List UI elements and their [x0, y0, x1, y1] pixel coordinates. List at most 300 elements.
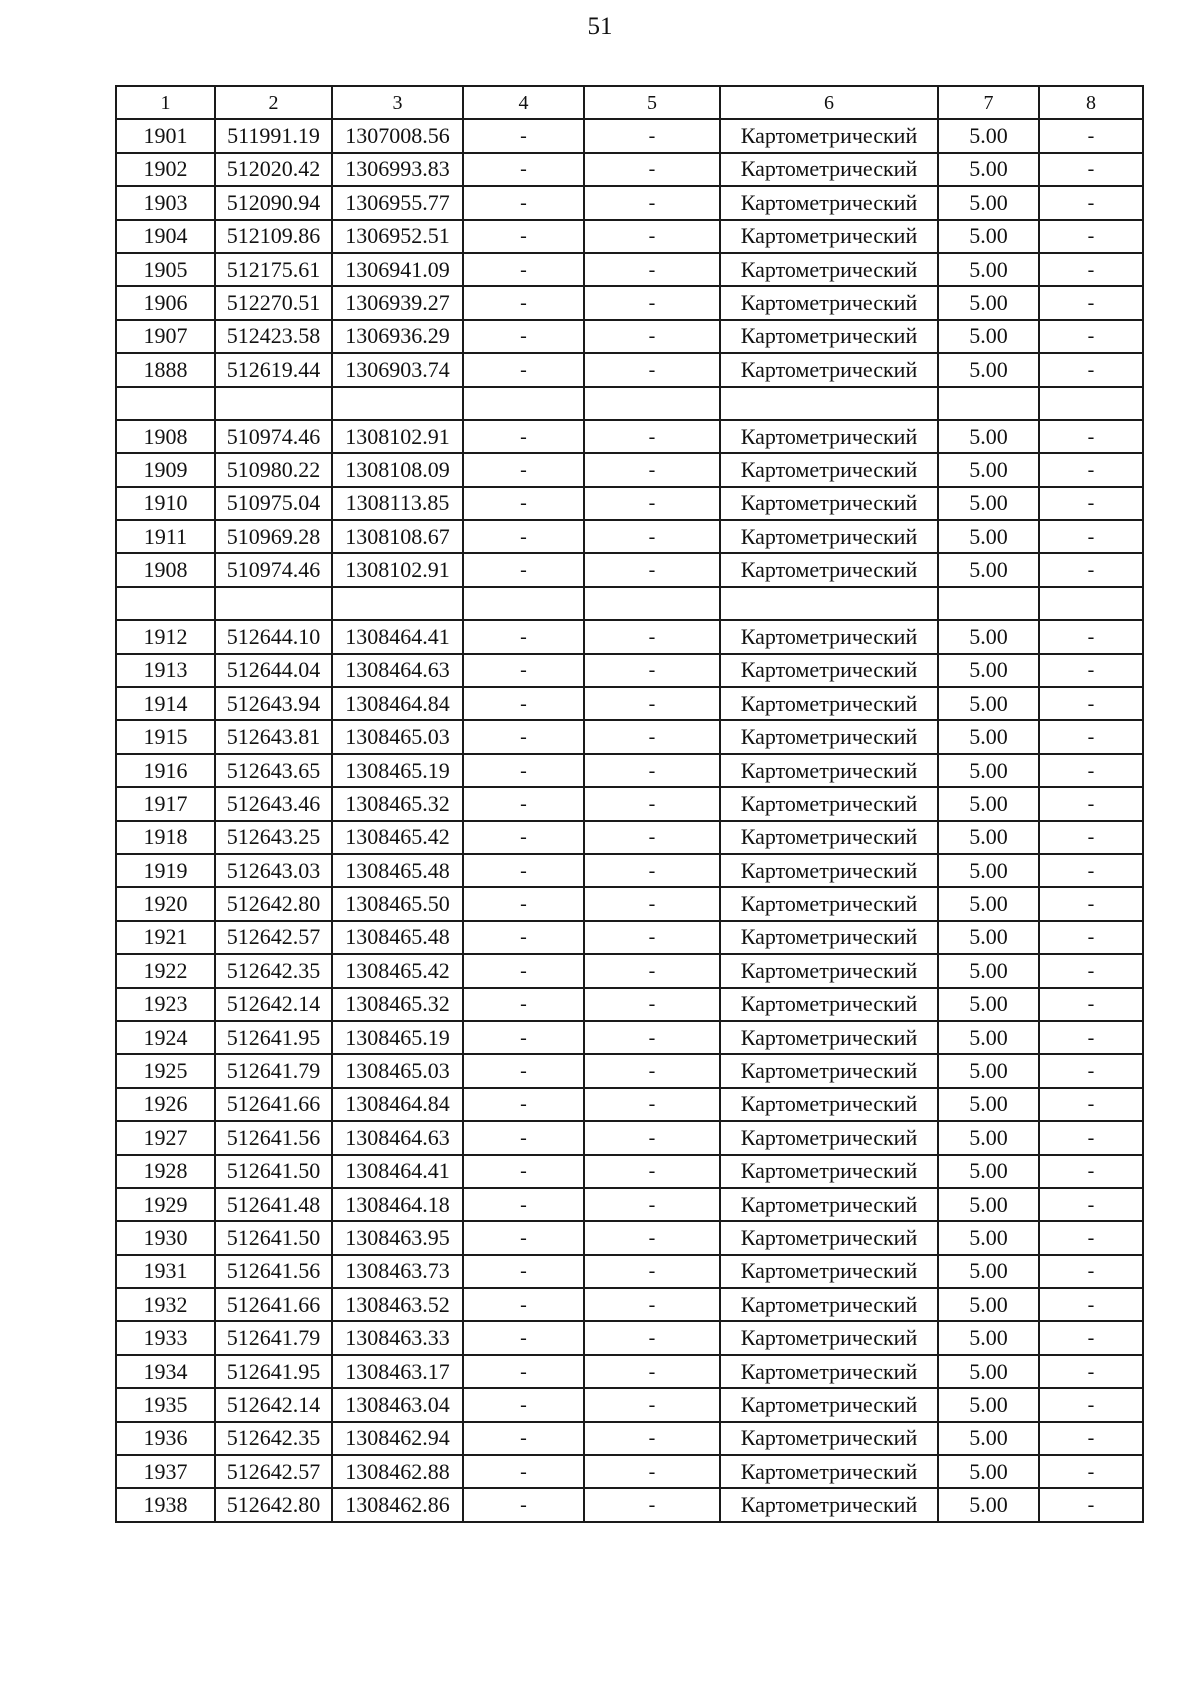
column-5-cell — [584, 587, 720, 620]
y-coordinate-cell — [332, 387, 463, 420]
column-header: 4 — [463, 86, 584, 119]
point-number-cell: 1931 — [116, 1255, 215, 1288]
y-coordinate-cell: 1308464.63 — [332, 1121, 463, 1154]
column-8-cell: - — [1039, 1054, 1143, 1087]
table-row — [116, 253, 1143, 286]
x-coordinate-cell: 510974.46 — [215, 420, 332, 453]
table-row — [116, 487, 1143, 520]
x-coordinate-cell: 510969.28 — [215, 520, 332, 553]
x-coordinate-cell: 512643.81 — [215, 720, 332, 753]
accuracy-cell: 5.00 — [938, 553, 1039, 586]
point-number-cell: 1933 — [116, 1321, 215, 1354]
y-coordinate-cell: 1308465.19 — [332, 754, 463, 787]
y-coordinate-cell: 1308102.91 — [332, 553, 463, 586]
x-coordinate-cell: 512641.79 — [215, 1054, 332, 1087]
y-coordinate-cell: 1308465.48 — [332, 921, 463, 954]
method-cell: Картометрический — [720, 1155, 938, 1188]
accuracy-cell: 5.00 — [938, 220, 1039, 253]
method-cell: Картометрический — [720, 420, 938, 453]
y-coordinate-cell: 1308108.67 — [332, 520, 463, 553]
column-4-cell: - — [463, 253, 584, 286]
column-8-cell: - — [1039, 1221, 1143, 1254]
column-5-cell — [584, 387, 720, 420]
method-cell — [720, 587, 938, 620]
table-row — [116, 420, 1143, 453]
accuracy-cell: 5.00 — [938, 320, 1039, 353]
table-row — [116, 821, 1143, 854]
point-number-cell: 1901 — [116, 119, 215, 152]
point-number-cell: 1930 — [116, 1221, 215, 1254]
column-4-cell: - — [463, 1188, 584, 1221]
accuracy-cell: 5.00 — [938, 887, 1039, 920]
method-cell: Картометрический — [720, 520, 938, 553]
column-4-cell — [463, 587, 584, 620]
x-coordinate-cell: 512643.94 — [215, 687, 332, 720]
column-5-cell: - — [584, 1288, 720, 1321]
method-cell: Картометрический — [720, 119, 938, 152]
point-number-cell: 1918 — [116, 821, 215, 854]
column-8-cell: - — [1039, 1255, 1143, 1288]
table-row — [116, 1221, 1143, 1254]
accuracy-cell: 5.00 — [938, 253, 1039, 286]
column-8-cell: - — [1039, 553, 1143, 586]
accuracy-cell: 5.00 — [938, 821, 1039, 854]
column-5-cell: - — [584, 253, 720, 286]
accuracy-cell: 5.00 — [938, 620, 1039, 653]
accuracy-cell: 5.00 — [938, 687, 1039, 720]
table-row — [116, 387, 1143, 420]
point-number-cell: 1906 — [116, 286, 215, 319]
point-number-cell: 1910 — [116, 487, 215, 520]
column-5-cell: - — [584, 1321, 720, 1354]
y-coordinate-cell: 1306993.83 — [332, 153, 463, 186]
table-row — [116, 1321, 1143, 1354]
table-row — [116, 1188, 1143, 1221]
column-5-cell: - — [584, 119, 720, 152]
table-row — [116, 654, 1143, 687]
x-coordinate-cell: 512641.48 — [215, 1188, 332, 1221]
x-coordinate-cell: 512642.80 — [215, 887, 332, 920]
column-5-cell: - — [584, 453, 720, 486]
y-coordinate-cell: 1308462.94 — [332, 1422, 463, 1455]
x-coordinate-cell: 511991.19 — [215, 119, 332, 152]
column-8-cell: - — [1039, 1121, 1143, 1154]
column-4-cell: - — [463, 854, 584, 887]
x-coordinate-cell: 512641.50 — [215, 1155, 332, 1188]
point-number-cell: 1909 — [116, 453, 215, 486]
column-4-cell: - — [463, 453, 584, 486]
table-row — [116, 520, 1143, 553]
y-coordinate-cell: 1308464.84 — [332, 687, 463, 720]
point-number-cell: 1929 — [116, 1188, 215, 1221]
accuracy-cell: 5.00 — [938, 954, 1039, 987]
column-8-cell: - — [1039, 420, 1143, 453]
method-cell: Картометрический — [720, 954, 938, 987]
point-number-cell: 1938 — [116, 1488, 215, 1521]
method-cell: Картометрический — [720, 1188, 938, 1221]
column-4-cell: - — [463, 1488, 584, 1521]
table-row — [116, 887, 1143, 920]
column-4-cell: - — [463, 1021, 584, 1054]
table-row — [116, 553, 1143, 586]
column-5-cell: - — [584, 1188, 720, 1221]
x-coordinate-cell: 512642.14 — [215, 988, 332, 1021]
column-8-cell: - — [1039, 220, 1143, 253]
column-5-cell: - — [584, 1221, 720, 1254]
y-coordinate-cell — [332, 587, 463, 620]
y-coordinate-cell: 1306936.29 — [332, 320, 463, 353]
accuracy-cell: 5.00 — [938, 487, 1039, 520]
column-4-cell: - — [463, 787, 584, 820]
column-5-cell: - — [584, 286, 720, 319]
point-number-cell: 1902 — [116, 153, 215, 186]
column-8-cell: - — [1039, 787, 1143, 820]
accuracy-cell: 5.00 — [938, 787, 1039, 820]
y-coordinate-cell: 1308463.95 — [332, 1221, 463, 1254]
column-8-cell: - — [1039, 921, 1143, 954]
y-coordinate-cell: 1306955.77 — [332, 186, 463, 219]
column-4-cell: - — [463, 1121, 584, 1154]
method-cell — [720, 387, 938, 420]
column-5-cell: - — [584, 186, 720, 219]
table-row — [116, 1054, 1143, 1087]
column-8-cell: - — [1039, 487, 1143, 520]
accuracy-cell — [938, 587, 1039, 620]
x-coordinate-cell: 510974.46 — [215, 553, 332, 586]
y-coordinate-cell: 1308465.32 — [332, 787, 463, 820]
column-4-cell: - — [463, 487, 584, 520]
column-4-cell: - — [463, 1155, 584, 1188]
y-coordinate-cell: 1308464.18 — [332, 1188, 463, 1221]
point-number-cell: 1919 — [116, 854, 215, 887]
method-cell: Картометрический — [720, 186, 938, 219]
column-5-cell: - — [584, 520, 720, 553]
x-coordinate-cell: 512642.80 — [215, 1488, 332, 1521]
column-8-cell: - — [1039, 954, 1143, 987]
point-number-cell: 1927 — [116, 1121, 215, 1154]
point-number-cell: 1923 — [116, 988, 215, 1021]
column-5-cell: - — [584, 687, 720, 720]
method-cell: Картометрический — [720, 1054, 938, 1087]
accuracy-cell: 5.00 — [938, 420, 1039, 453]
column-4-cell: - — [463, 754, 584, 787]
x-coordinate-cell: 512643.25 — [215, 821, 332, 854]
column-8-cell: - — [1039, 286, 1143, 319]
column-4-cell: - — [463, 1255, 584, 1288]
point-number-cell: 1935 — [116, 1388, 215, 1421]
column-5-cell: - — [584, 620, 720, 653]
x-coordinate-cell: 510975.04 — [215, 487, 332, 520]
column-5-cell: - — [584, 1054, 720, 1087]
table-row — [116, 286, 1143, 319]
accuracy-cell: 5.00 — [938, 1422, 1039, 1455]
column-4-cell: - — [463, 1455, 584, 1488]
y-coordinate-cell: 1308464.84 — [332, 1088, 463, 1121]
table-row — [116, 1021, 1143, 1054]
y-coordinate-cell: 1308465.42 — [332, 821, 463, 854]
point-number-cell: 1922 — [116, 954, 215, 987]
table-row — [116, 1422, 1143, 1455]
column-8-cell: - — [1039, 1488, 1143, 1521]
column-8-cell: - — [1039, 854, 1143, 887]
method-cell: Картометрический — [720, 754, 938, 787]
point-number-cell: 1912 — [116, 620, 215, 653]
method-cell: Картометрический — [720, 787, 938, 820]
point-number-cell: 1911 — [116, 520, 215, 553]
column-8-cell: - — [1039, 1388, 1143, 1421]
y-coordinate-cell: 1308464.41 — [332, 620, 463, 653]
column-header: 8 — [1039, 86, 1143, 119]
column-8-cell: - — [1039, 353, 1143, 386]
table-row — [116, 1388, 1143, 1421]
point-number-cell: 1913 — [116, 654, 215, 687]
accuracy-cell: 5.00 — [938, 1221, 1039, 1254]
accuracy-cell: 5.00 — [938, 988, 1039, 1021]
column-4-cell: - — [463, 887, 584, 920]
x-coordinate-cell: 512642.14 — [215, 1388, 332, 1421]
accuracy-cell: 5.00 — [938, 1088, 1039, 1121]
column-5-cell: - — [584, 1088, 720, 1121]
table-row — [116, 587, 1143, 620]
accuracy-cell: 5.00 — [938, 1388, 1039, 1421]
column-5-cell: - — [584, 1255, 720, 1288]
column-4-cell: - — [463, 420, 584, 453]
y-coordinate-cell: 1308465.50 — [332, 887, 463, 920]
y-coordinate-cell: 1308463.73 — [332, 1255, 463, 1288]
accuracy-cell: 5.00 — [938, 286, 1039, 319]
method-cell: Картометрический — [720, 1088, 938, 1121]
column-4-cell: - — [463, 1221, 584, 1254]
y-coordinate-cell: 1307008.56 — [332, 119, 463, 152]
table-row — [116, 1088, 1143, 1121]
table-row — [116, 921, 1143, 954]
column-8-cell: - — [1039, 320, 1143, 353]
column-4-cell: - — [463, 119, 584, 152]
accuracy-cell: 5.00 — [938, 119, 1039, 152]
method-cell: Картометрический — [720, 453, 938, 486]
point-number-cell: 1905 — [116, 253, 215, 286]
method-cell: Картометрический — [720, 1221, 938, 1254]
point-number-cell: 1914 — [116, 687, 215, 720]
method-cell: Картометрический — [720, 887, 938, 920]
x-coordinate-cell: 512641.79 — [215, 1321, 332, 1354]
column-4-cell: - — [463, 620, 584, 653]
y-coordinate-cell: 1308463.33 — [332, 1321, 463, 1354]
method-cell: Картометрический — [720, 654, 938, 687]
table-row — [116, 1155, 1143, 1188]
column-5-cell: - — [584, 654, 720, 687]
column-8-cell: - — [1039, 119, 1143, 152]
method-cell: Картометрический — [720, 320, 938, 353]
table-row — [116, 620, 1143, 653]
column-5-cell: - — [584, 553, 720, 586]
method-cell: Картометрический — [720, 1021, 938, 1054]
y-coordinate-cell: 1308463.17 — [332, 1355, 463, 1388]
method-cell: Картометрический — [720, 353, 938, 386]
accuracy-cell: 5.00 — [938, 520, 1039, 553]
column-header: 1 — [116, 86, 215, 119]
method-cell: Картометрический — [720, 153, 938, 186]
column-8-cell: - — [1039, 821, 1143, 854]
column-8-cell: - — [1039, 1021, 1143, 1054]
point-number-cell: 1917 — [116, 787, 215, 820]
column-8-cell: - — [1039, 453, 1143, 486]
point-number-cell — [116, 387, 215, 420]
column-8-cell: - — [1039, 1088, 1143, 1121]
y-coordinate-cell: 1308464.63 — [332, 654, 463, 687]
column-8-cell: - — [1039, 654, 1143, 687]
table-row — [116, 787, 1143, 820]
x-coordinate-cell: 512270.51 — [215, 286, 332, 319]
column-8-cell: - — [1039, 887, 1143, 920]
column-8-cell: - — [1039, 1188, 1143, 1221]
column-4-cell — [463, 387, 584, 420]
table-row — [116, 453, 1143, 486]
column-8-cell: - — [1039, 754, 1143, 787]
x-coordinate-cell: 512642.57 — [215, 921, 332, 954]
column-5-cell: - — [584, 153, 720, 186]
y-coordinate-cell: 1308464.41 — [332, 1155, 463, 1188]
method-cell: Картометрический — [720, 821, 938, 854]
column-4-cell: - — [463, 1088, 584, 1121]
y-coordinate-cell: 1308108.09 — [332, 453, 463, 486]
method-cell: Картометрический — [720, 286, 938, 319]
column-5-cell: - — [584, 887, 720, 920]
page-number: 51 — [587, 13, 613, 40]
method-cell: Картометрический — [720, 553, 938, 586]
column-4-cell: - — [463, 220, 584, 253]
point-number-cell: 1926 — [116, 1088, 215, 1121]
method-cell: Картометрический — [720, 854, 938, 887]
column-8-cell: - — [1039, 1288, 1143, 1321]
column-4-cell: - — [463, 921, 584, 954]
table-row — [116, 1355, 1143, 1388]
column-4-cell: - — [463, 1355, 584, 1388]
y-coordinate-cell: 1308462.88 — [332, 1455, 463, 1488]
method-cell: Картометрический — [720, 1321, 938, 1354]
y-coordinate-cell: 1308102.91 — [332, 420, 463, 453]
accuracy-cell: 5.00 — [938, 1121, 1039, 1154]
method-cell: Картометрический — [720, 1255, 938, 1288]
column-5-cell: - — [584, 220, 720, 253]
table-row — [116, 720, 1143, 753]
point-number-cell: 1936 — [116, 1422, 215, 1455]
method-cell: Картометрический — [720, 720, 938, 753]
column-header: 5 — [584, 86, 720, 119]
column-4-cell: - — [463, 988, 584, 1021]
y-coordinate-cell: 1306939.27 — [332, 286, 463, 319]
column-4-cell: - — [463, 320, 584, 353]
accuracy-cell: 5.00 — [938, 1155, 1039, 1188]
x-coordinate-cell: 512644.04 — [215, 654, 332, 687]
column-5-cell: - — [584, 320, 720, 353]
point-number-cell: 1937 — [116, 1455, 215, 1488]
column-5-cell: - — [584, 1488, 720, 1521]
column-5-cell: - — [584, 353, 720, 386]
x-coordinate-cell: 512642.35 — [215, 1422, 332, 1455]
table-row — [116, 687, 1143, 720]
column-5-cell: - — [584, 821, 720, 854]
column-8-cell: - — [1039, 1422, 1143, 1455]
column-5-cell: - — [584, 1388, 720, 1421]
method-cell: Картометрический — [720, 1422, 938, 1455]
accuracy-cell: 5.00 — [938, 1321, 1039, 1354]
x-coordinate-cell: 512641.56 — [215, 1121, 332, 1154]
method-cell: Картометрический — [720, 988, 938, 1021]
column-8-cell: - — [1039, 1321, 1143, 1354]
point-number-cell: 1916 — [116, 754, 215, 787]
coordinates-table — [115, 85, 1144, 1523]
y-coordinate-cell: 1306952.51 — [332, 220, 463, 253]
x-coordinate-cell: 512641.66 — [215, 1288, 332, 1321]
point-number-cell: 1921 — [116, 921, 215, 954]
column-5-cell: - — [584, 754, 720, 787]
point-number-cell: 1903 — [116, 186, 215, 219]
column-8-cell: - — [1039, 1455, 1143, 1488]
method-cell: Картометрический — [720, 620, 938, 653]
x-coordinate-cell: 512641.66 — [215, 1088, 332, 1121]
accuracy-cell: 5.00 — [938, 1288, 1039, 1321]
table-row — [116, 320, 1143, 353]
point-number-cell: 1915 — [116, 720, 215, 753]
column-header: 3 — [332, 86, 463, 119]
method-cell: Картометрический — [720, 1388, 938, 1421]
accuracy-cell: 5.00 — [938, 453, 1039, 486]
table-row — [116, 754, 1143, 787]
column-4-cell: - — [463, 1422, 584, 1455]
accuracy-cell: 5.00 — [938, 1488, 1039, 1521]
column-8-cell: - — [1039, 520, 1143, 553]
table-row — [116, 353, 1143, 386]
table-row — [116, 854, 1143, 887]
y-coordinate-cell: 1308462.86 — [332, 1488, 463, 1521]
column-8-cell: - — [1039, 620, 1143, 653]
table-row — [116, 220, 1143, 253]
table-row — [116, 1488, 1143, 1521]
x-coordinate-cell: 512643.46 — [215, 787, 332, 820]
x-coordinate-cell — [215, 387, 332, 420]
accuracy-cell: 5.00 — [938, 186, 1039, 219]
table-row — [116, 1121, 1143, 1154]
y-coordinate-cell: 1308465.19 — [332, 1021, 463, 1054]
point-number-cell — [116, 587, 215, 620]
column-4-cell: - — [463, 520, 584, 553]
table-row — [116, 954, 1143, 987]
accuracy-cell: 5.00 — [938, 353, 1039, 386]
accuracy-cell: 5.00 — [938, 654, 1039, 687]
column-8-cell: - — [1039, 253, 1143, 286]
column-4-cell: - — [463, 1288, 584, 1321]
accuracy-cell: 5.00 — [938, 854, 1039, 887]
method-cell: Картометрический — [720, 921, 938, 954]
column-8-cell: - — [1039, 720, 1143, 753]
method-cell: Картометрический — [720, 253, 938, 286]
column-4-cell: - — [463, 1388, 584, 1421]
method-cell: Картометрический — [720, 687, 938, 720]
point-number-cell: 1908 — [116, 553, 215, 586]
accuracy-cell: 5.00 — [938, 921, 1039, 954]
table-row — [116, 1255, 1143, 1288]
point-number-cell: 1934 — [116, 1355, 215, 1388]
column-4-cell: - — [463, 353, 584, 386]
y-coordinate-cell: 1308465.03 — [332, 1054, 463, 1087]
accuracy-cell: 5.00 — [938, 1455, 1039, 1488]
point-number-cell: 1907 — [116, 320, 215, 353]
accuracy-cell: 5.00 — [938, 1054, 1039, 1087]
column-5-cell: - — [584, 988, 720, 1021]
column-5-cell: - — [584, 854, 720, 887]
method-cell: Картометрический — [720, 1288, 938, 1321]
